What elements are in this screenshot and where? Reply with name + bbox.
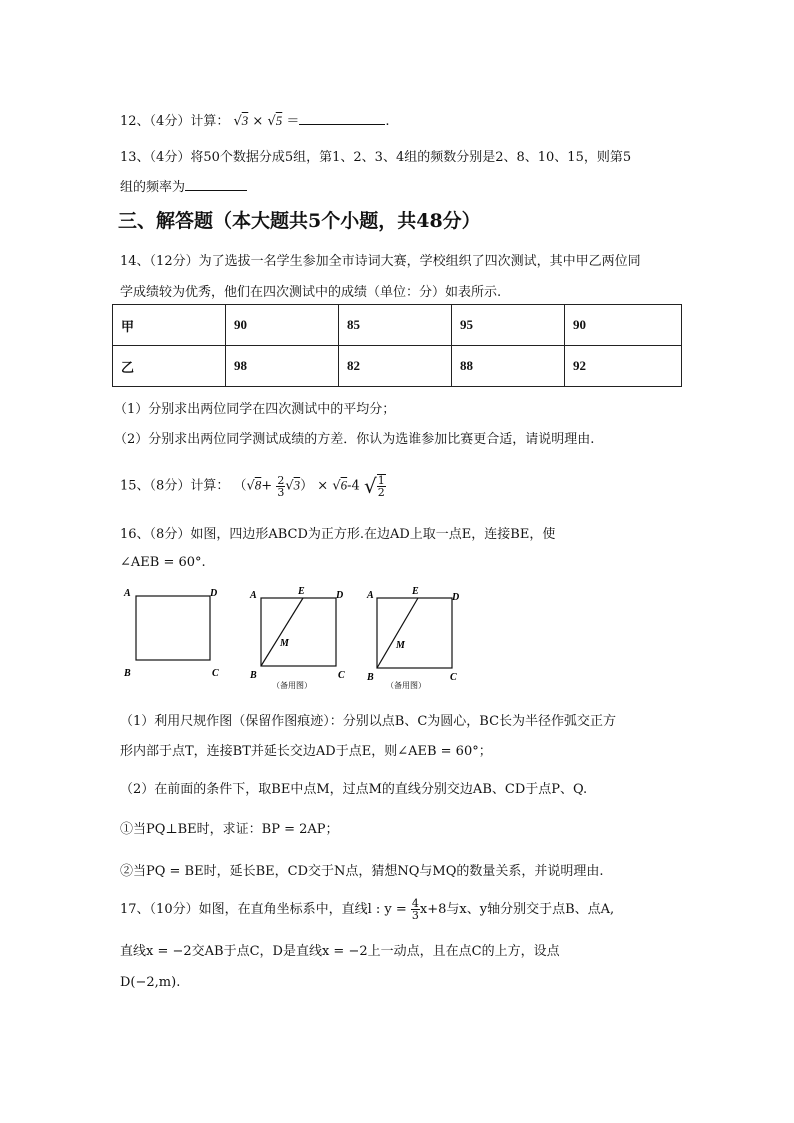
figure-square — [123, 588, 219, 679]
table-cell: 82 — [339, 346, 452, 387]
label-e: E — [412, 586, 419, 597]
question-17-line3: D(−2,m). — [120, 975, 181, 990]
segment-be — [261, 598, 303, 666]
sqrt-symbol: √ — [363, 474, 377, 498]
q16-part2-sub1: ①当PQ⊥BE时，求证：BP = 2AP； — [120, 822, 339, 837]
table-cell: 90 — [565, 305, 682, 346]
question-14-line1: 14、（12分）为了选拔一名学生参加全市诗词大赛，学校组织了四次测试，其中甲乙两位同 — [120, 254, 641, 269]
label-b: B — [250, 670, 257, 681]
label-b: B — [367, 672, 374, 683]
q12-radicand-b: 5 — [275, 113, 283, 128]
frac-denominator: 3 — [411, 909, 419, 922]
q16-part2-sub2: ②当PQ = BE时，延长BE，CD交于N点，猜想NQ与MQ的数量关系，并说明理由. — [120, 864, 604, 879]
question-17-line2: 直线x = −2交AB于点C，D是直线x = −2上一动点，且在点C的上方，设点 — [120, 944, 560, 959]
sqrt-symbol: √ — [332, 478, 341, 494]
spare-caption: （备用图） — [386, 681, 426, 690]
q16-part1-line1: （1）利用尺规作图（保留作图痕迹）：分别以点B、C为圆心，BC长为半径作弧交正方 — [120, 714, 617, 729]
answer-blank — [185, 177, 247, 191]
label-c: C — [450, 672, 457, 683]
q12-times: × — [252, 114, 264, 129]
q13-prefix: 组的频率为 — [120, 180, 186, 195]
fraction-four-thirds — [411, 898, 420, 921]
frac-denominator: 3 — [277, 485, 285, 499]
q12-equals: ＝ — [286, 114, 300, 129]
table-row — [113, 305, 682, 346]
square-abcd — [261, 598, 336, 666]
question-13-line1: 13、（4分）将50个数据分成5组，第1、2、3、4组的频数分别是2、8、10、15，则第5 — [120, 150, 632, 165]
label-m: M — [280, 638, 289, 649]
label-d: D — [336, 590, 344, 601]
label-e: E — [298, 586, 305, 597]
question-12 — [120, 110, 390, 129]
figure-spare-2 — [366, 586, 459, 690]
table-cell: 88 — [452, 346, 565, 387]
table-cell: 95 — [452, 305, 565, 346]
question-13-line2 — [120, 176, 247, 195]
section-title: 三、解答题（本大题共5个小题，共48分） — [118, 210, 481, 232]
paren-open: （ — [233, 478, 247, 494]
label-c: C — [212, 668, 219, 679]
table-row — [113, 346, 682, 387]
times-sign: × — [317, 478, 329, 494]
question-14-line2: 学成绩较为优秀，他们在四次测试中的成绩（单位：分）如表所示. — [120, 285, 502, 300]
square-figures — [118, 584, 468, 694]
q12-end: . — [385, 114, 390, 129]
sqrt-symbol: √ — [285, 478, 294, 494]
frac-numerator: 1 — [377, 474, 385, 487]
frac-numerator: 2 — [277, 473, 285, 487]
figure-spare-1 — [249, 586, 345, 690]
radicand-8: 8 — [254, 477, 262, 493]
square-abcd — [377, 598, 452, 668]
table-cell: 90 — [226, 305, 339, 346]
label-a: A — [124, 588, 131, 599]
sqrt-symbol: √ — [246, 478, 255, 494]
sqrt-symbol: √ — [267, 114, 276, 129]
square-abcd — [136, 596, 210, 660]
table-cell: 85 — [339, 305, 452, 346]
question-15 — [120, 474, 386, 498]
question-16-line1: 16、（8分）如图，四边形ABCD为正方形.在边AD上取一点E，连接BE，使 — [120, 527, 556, 542]
label-m: M — [396, 640, 405, 651]
label-a: A — [367, 590, 374, 601]
segment-be — [377, 598, 418, 668]
paren-close: ） — [300, 478, 314, 494]
answer-blank — [299, 111, 385, 125]
fraction-one-half — [377, 474, 386, 498]
q14-part2: （2）分别求出两位同学测试成绩的方差．你认为选谁参加比赛更合适，请说明理由. — [114, 432, 595, 447]
label-a: A — [250, 590, 257, 601]
frac-numerator: 4 — [411, 897, 419, 910]
label-d: D — [210, 588, 218, 599]
q12-radicand-a: 3 — [241, 113, 249, 128]
radicand-6: 6 — [340, 477, 348, 493]
question-16-line2: ∠AEB = 60°. — [120, 555, 206, 570]
plus-sign: + — [261, 478, 273, 494]
frac-denominator: 2 — [377, 486, 385, 499]
table-cell: 92 — [565, 346, 682, 387]
q17-prefix: 17、（10分）如图，在直角坐标系中，直线l : y = — [120, 902, 407, 917]
label-b: B — [124, 668, 131, 679]
radicand-3: 3 — [293, 477, 301, 493]
q16-part2: （2）在前面的条件下，取BE中点M，过点M的直线分别交边AB、CD于点P、Q. — [120, 782, 588, 797]
label-c: C — [338, 670, 345, 681]
q12-prefix: 12、（4分）计算： — [120, 114, 230, 129]
question-17-line1 — [120, 898, 614, 921]
table-cell: 98 — [226, 346, 339, 387]
q14-part1: （1）分别求出两位同学在四次测试中的平均分； — [114, 402, 396, 417]
sqrt-symbol: √ — [233, 114, 242, 129]
label-d: D — [452, 592, 460, 603]
q15-prefix: 15、（8分）计算： — [120, 478, 230, 494]
q16-part1-line2: 形内部于点T，连接BT并延长交边AD于点E，则∠AEB = 60°； — [120, 744, 492, 759]
table-cell: 甲 — [113, 305, 226, 346]
minus-four: -4 — [347, 478, 360, 494]
table-cell: 乙 — [113, 346, 226, 387]
spare-caption: （备用图） — [272, 681, 312, 690]
fraction-two-thirds — [276, 475, 285, 498]
score-table — [112, 304, 682, 387]
q17-suffix: x+8与x、y轴分别交于点B、点A, — [419, 902, 615, 917]
